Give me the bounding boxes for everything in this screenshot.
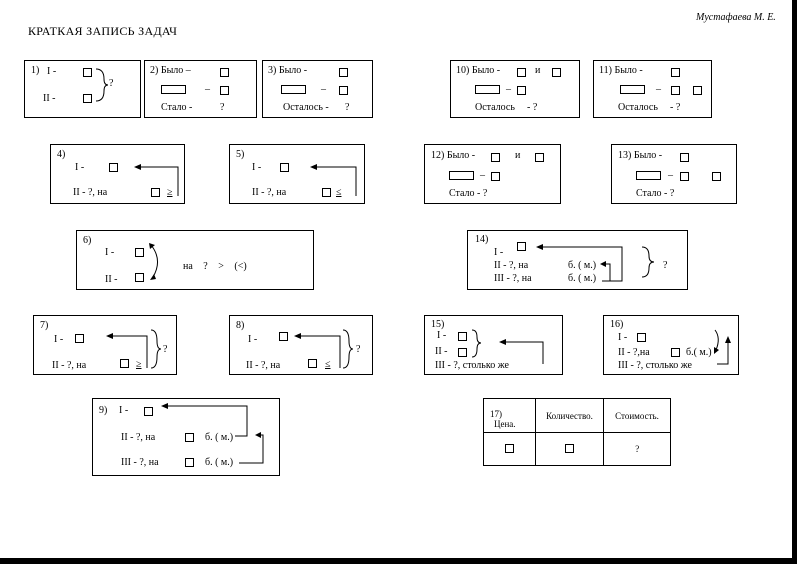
- arrow-icon: [468, 231, 689, 291]
- blank-square: [505, 444, 514, 453]
- question-mark: - ?: [670, 102, 681, 113]
- blank-square: [671, 68, 680, 77]
- problem-number: 14): [475, 234, 489, 245]
- row-2-label: II - ?,на: [618, 347, 650, 358]
- problem-head: 13) Было -: [618, 150, 663, 161]
- row-2-label: II -: [43, 93, 56, 104]
- problem-head: 3) Было -: [268, 65, 308, 76]
- unit-label: б. ( м.): [568, 273, 597, 284]
- unit-label: б. ( м.): [568, 260, 597, 271]
- blank-square: [552, 68, 561, 77]
- price-quantity-cost-table: [483, 398, 671, 466]
- blank-square: [517, 86, 526, 95]
- blank-square: [693, 86, 702, 95]
- row-2-label: II -: [435, 346, 448, 357]
- minus-sign: –: [480, 170, 485, 181]
- problem-head: 10) Было -: [456, 65, 501, 76]
- arrow-icon: [425, 316, 564, 376]
- question-mark: - ?: [527, 102, 538, 113]
- question-mark: ?: [220, 102, 225, 113]
- problem-14-box: [467, 230, 688, 290]
- problem-number: 1): [31, 65, 40, 76]
- row-1-label: I -: [494, 247, 504, 258]
- row-3-label: III - ?, на: [121, 457, 159, 468]
- minus-sign: –: [205, 84, 210, 95]
- problem-16-box: [603, 315, 739, 375]
- problem-head: 2) Было –: [150, 65, 191, 76]
- blank-square: [220, 86, 229, 95]
- row-2-label: II - ?, на: [494, 260, 529, 271]
- problem-13-box: [611, 144, 737, 204]
- comparison-text: на ? > (<): [183, 261, 247, 272]
- problem-15-box: [424, 315, 563, 375]
- row-1-label: I -: [437, 330, 447, 341]
- blank-square: [491, 153, 500, 162]
- blank-rectangle: [636, 171, 661, 180]
- and-word: и: [535, 65, 541, 76]
- row-2-label: II - ?, на: [73, 187, 108, 198]
- result-label: Стало - ?: [449, 188, 488, 199]
- arrow-icon: [230, 316, 374, 376]
- header-price: [484, 399, 536, 433]
- problem-6-box: [76, 230, 314, 290]
- blank-rectangle: [281, 85, 306, 94]
- blank-square: [565, 444, 574, 453]
- problem-number: 17): [490, 409, 502, 419]
- row-1-label: I -: [248, 334, 258, 345]
- arrow-icon: [34, 316, 178, 376]
- and-word: и: [515, 150, 521, 161]
- header-price-label: Цена.: [494, 419, 516, 429]
- minus-sign: –: [321, 84, 326, 95]
- blank-square: [220, 68, 229, 77]
- blank-square: [712, 172, 721, 181]
- row-3-label: III - ?, столько же: [618, 360, 692, 371]
- header-quantity: Количество.: [536, 399, 604, 433]
- question-mark: ?: [163, 344, 168, 355]
- blank-square: [680, 172, 689, 181]
- blank-rectangle: [161, 85, 186, 94]
- unit-label: б. ( м.): [205, 457, 234, 468]
- question-mark: ?: [109, 78, 114, 89]
- result-label: Осталось: [475, 102, 515, 113]
- unit-label: б.( м.): [686, 347, 712, 358]
- row-3-label: III - ?, столько же: [435, 360, 509, 371]
- row-1-label: I -: [252, 162, 262, 173]
- comparison-sign: ≥: [167, 187, 173, 198]
- result-label: Осталось: [618, 102, 658, 113]
- author-signature: Мустафаева М. Е.: [696, 12, 776, 23]
- blank-rectangle: [620, 85, 645, 94]
- minus-sign: –: [668, 170, 673, 181]
- question-mark: ?: [663, 260, 668, 271]
- arrow-icon: [230, 145, 366, 205]
- price-cell: [484, 433, 536, 466]
- row-1-label: I -: [75, 162, 85, 173]
- row-1-label: I -: [105, 247, 115, 258]
- result-label: Осталось -: [283, 102, 329, 113]
- page-title: КРАТКАЯ ЗАПИСЬ ЗАДАЧ: [28, 24, 178, 38]
- row-3-label: III - ?, на: [494, 273, 532, 284]
- row-1-label: I -: [47, 66, 57, 77]
- row-2-label: II - ?, на: [252, 187, 287, 198]
- blank-rectangle: [449, 171, 474, 180]
- result-label: Стало -: [161, 102, 193, 113]
- arrow-icon: [604, 316, 740, 376]
- row-2-label: II -: [105, 274, 118, 285]
- row-1-label: I -: [618, 332, 628, 343]
- row-2-label: II - ?, на: [121, 432, 156, 443]
- comparison-sign: ≥: [136, 359, 142, 370]
- problem-number: 5): [236, 149, 245, 160]
- header-cost: Стоимость.: [604, 399, 671, 433]
- comparison-sign: ≤: [336, 187, 342, 198]
- blank-square: [339, 86, 348, 95]
- problem-8-box: [229, 315, 373, 375]
- blank-square: [339, 68, 348, 77]
- problem-head: 11) Было -: [599, 65, 643, 76]
- problem-head: 12) Было -: [431, 150, 476, 161]
- arrow-icon: [51, 145, 186, 205]
- problem-7-box: [33, 315, 177, 375]
- question-mark: ?: [345, 102, 350, 113]
- brace-icon: [25, 61, 142, 119]
- problem-9-box: [92, 398, 280, 476]
- problem-12-box: [424, 144, 561, 204]
- row-1-label: I -: [119, 405, 129, 416]
- problem-2-box: [144, 60, 257, 118]
- row-2-label: II - ?, на: [52, 360, 87, 371]
- arrow-icon: [93, 399, 281, 477]
- question-mark: ?: [356, 344, 361, 355]
- problem-number: 4): [57, 149, 66, 160]
- right-edge: [792, 0, 797, 564]
- problem-number: 6): [83, 235, 92, 246]
- row-1-label: I -: [54, 334, 64, 345]
- blank-square: [671, 86, 680, 95]
- blank-rectangle: [475, 85, 500, 94]
- cost-cell: ?: [604, 433, 671, 466]
- problem-5-box: [229, 144, 365, 204]
- problem-1-box: [24, 60, 141, 118]
- bottom-edge: [0, 558, 797, 564]
- problem-11-box: [593, 60, 712, 118]
- problem-10-box: [450, 60, 580, 118]
- problem-3-box: [262, 60, 373, 118]
- minus-sign: –: [506, 84, 511, 95]
- result-label: Стало - ?: [636, 188, 675, 199]
- blank-square: [680, 153, 689, 162]
- blank-square: [535, 153, 544, 162]
- problem-number: 9): [99, 405, 108, 416]
- problem-number: 15): [431, 319, 445, 330]
- minus-sign: –: [656, 84, 661, 95]
- problem-4-box: [50, 144, 185, 204]
- row-2-label: II - ?, на: [246, 360, 281, 371]
- blank-square: [491, 172, 500, 181]
- problem-number: 7): [40, 320, 49, 331]
- problem-number: 8): [236, 320, 245, 331]
- problem-number: 16): [610, 319, 624, 330]
- comparison-sign: ≤: [325, 359, 331, 370]
- quantity-cell: [536, 433, 604, 466]
- unit-label: б. ( м.): [205, 432, 234, 443]
- blank-square: [517, 68, 526, 77]
